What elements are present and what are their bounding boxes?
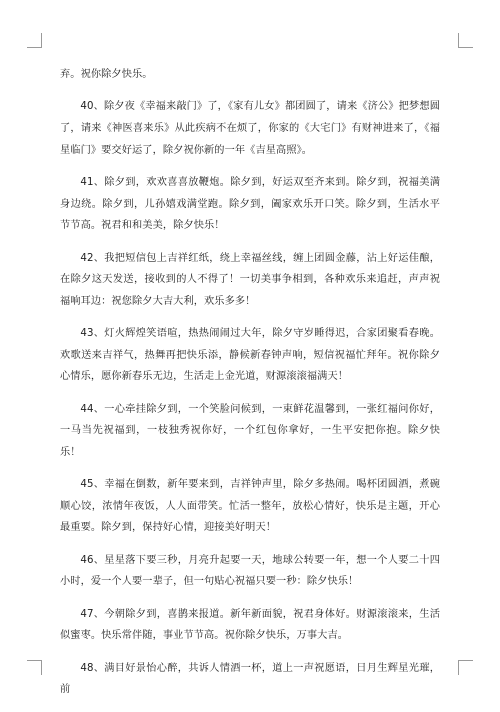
corner-mark-top-left (27, 33, 42, 48)
paragraph: 44、一心牵挂除夕到，一个笑脸问候到，一束鲜花温馨到，一张红福问你好，一马当先祝福到，一枝独秀祝你好，一个红包你拿好，一生平安把你抱。除夕快乐！ (60, 403, 440, 458)
paragraph: 弃。祝你除夕快乐。 (60, 69, 153, 80)
corner-mark-bottom-left (27, 660, 42, 675)
paragraph: 40、除夕夜《幸福来敲门》了，《家有儿女》都团圆了，请来《济公》把梦想圆了，请来《神医喜来乐》从此疾病不在烦了，你家的《大宅门》有财神进来了，《福星临门》要交好运了，除夕祝你新的一年《吉星高照》。 (60, 101, 440, 156)
paragraph: 43、灯火辉煌笑语喧，热热闹闹过大年，除夕守岁睡得迟，合家团聚看春晚。欢歌送来吉祥气，热舞再把快乐添，静候新春钟声响，短信祝福忙拜年。祝你除夕心情乐，愿你新春乐无边，生活走上金光道，财源滚滚福满天！ (60, 328, 440, 383)
corner-mark-top-right (458, 33, 473, 48)
paragraph: 46、星星落下要三秒，月亮升起要一天，地球公转要一年，想一个人要二十四小时，爱一个人要一辈子，但一句贴心祝福只要一秒：除夕快乐！ (60, 554, 440, 588)
corner-mark-bottom-right (458, 660, 473, 675)
paragraph: 47、今朝除夕到，喜鹊来报道。新年新面貌，祝君身体好。财源滚滚来，生活似蜜枣。快乐常伴随，事业节节高。祝你除夕快乐，万事大吉。 (60, 608, 440, 642)
paragraph: 45、幸福在倒数，新年要来到，吉祥钟声里，除夕多热闹。喝杯团圆酒，煮碗顺心饺，浓情年夜饭，人人面带笑。忙活一整年，放松心情好，快乐是主题，开心最重要。除夕到，保持好心情，迎接美好明天！ (60, 479, 440, 534)
document-body (60, 64, 440, 712)
paragraph: 48、满目好景怡心醉，共诉人情酒一杯，道上一声祝愿语，日月生辉星光璀，前 (60, 662, 440, 696)
paragraph: 42、我把短信包上吉祥红纸，绕上幸福丝线，缠上团圆金藤，沾上好运佳酿，在除夕这天发送，接收到的人不得了！一切美事争相到，各种欢乐来追赶，声声祝福响耳边：祝您除夕大吉大利，欢乐多多！ (60, 252, 440, 307)
paragraph: 41、除夕到，欢欢喜喜放鞭炮。除夕到，好运双至齐来到。除夕到，祝福美满身边绕。除夕到，儿孙嬉戏满堂跑。除夕到，阖家欢乐开口笑。除夕到，生活水平节节高。祝君和和美美，除夕快乐！ (60, 176, 440, 232)
